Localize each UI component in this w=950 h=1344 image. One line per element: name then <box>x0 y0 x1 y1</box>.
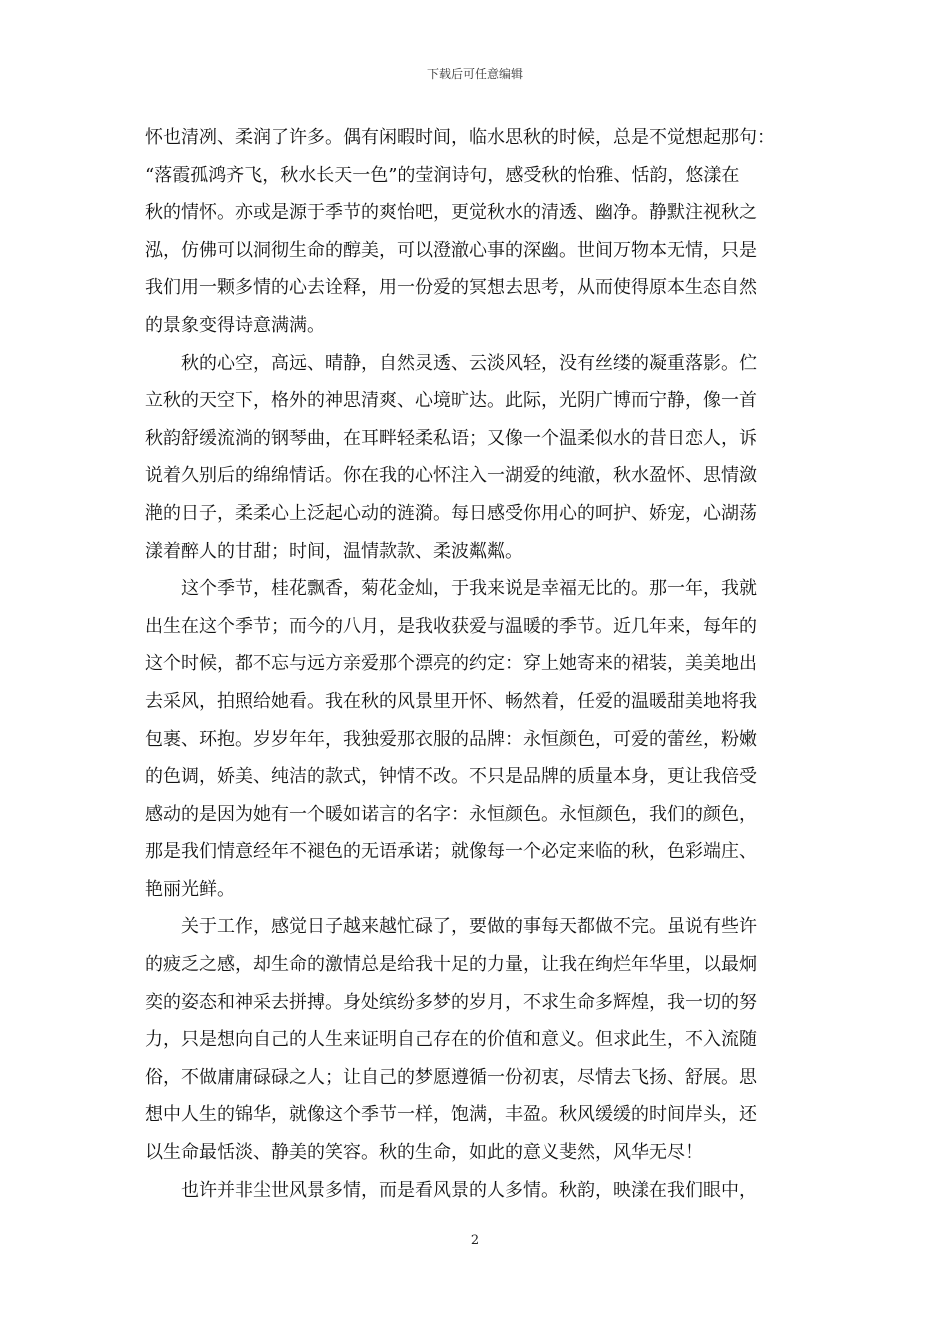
text-line: 力，只是想向自己的人生来证明自己存在的价值和意义。但求此生，不入流随 <box>145 1029 757 1051</box>
text-line: 感动的是因为她有一个暖如诺言的名字：永恒颜色。永恒颜色，我们的颜色， <box>145 803 757 825</box>
text-line: 出生在这个季节；而今的八月，是我收获爱与温暖的季节。近几年来，每年的 <box>145 615 757 637</box>
text-line: 那是我们情意经年不褪色的无语承诺；就像每一个必定来临的秋，色彩端庄、 <box>145 841 757 863</box>
text-line: 关于工作，感觉日子越来越忙碌了，要做的事每天都做不完。虽说有些许 <box>145 916 757 938</box>
text-line: 说着久别后的绵绵情话。你在我的心怀注入一湖爱的纯澈，秋水盈怀、思情潋 <box>145 465 757 487</box>
page-number: 2 <box>470 1233 480 1248</box>
text-line: 秋的心空，高远、晴静，自然灵透、云淡风轻，没有丝缕的凝重落影。伫 <box>145 352 757 374</box>
text-line: 俗，不做庸庸碌碌之人；让自己的梦愿遵循一份初衷，尽情去飞扬、舒展。思 <box>145 1066 757 1088</box>
page-header: 下载后可任意编辑 <box>426 67 523 81</box>
text-line: 滟的日子，柔柔心上泛起心动的涟漪。每日感受你用心的呵护、娇宠，心湖荡 <box>145 502 757 524</box>
text-line: 的疲乏之感，却生命的激情总是给我十足的力量，让我在绚烂年华里，以最炯 <box>145 954 757 976</box>
text-line: 也许并非尘世风景多情，而是看风景的人多情。秋韵，映漾在我们眼中， <box>145 1179 757 1201</box>
text-line: 泓，仿佛可以洞彻生命的醇美，可以澄澈心事的深幽。世间万物本无情，只是 <box>145 239 757 261</box>
text-line: 秋韵舒缓流淌的钢琴曲，在耳畔轻柔私语；又像一个温柔似水的昔日恋人，诉 <box>145 427 757 449</box>
text-line: 想中人生的锦华，就像这个季节一样，饱满，丰盈。秋风缓缓的时间岸头，还 <box>145 1104 757 1126</box>
text-line: 立秋的天空下，格外的神思清爽、心境旷达。此际，光阴广博而宁静，像一首 <box>145 390 757 412</box>
text-line: 的色调，娇美、纯洁的款式，钟情不改。不只是品牌的质量本身，更让我倍受 <box>145 766 757 788</box>
text-line: “落霞孤鸿齐飞，秋水长天一色”的莹润诗句，感受秋的怡雅、恬韵，悠漾在 <box>145 164 740 186</box>
text-line: 包裹、环抱。岁岁年年，我独爱那衣服的品牌：永恒颜色，可爱的蕾丝，粉嫩 <box>145 728 757 750</box>
text-line: 我们用一颗多情的心去诠释，用一份爱的冥想去思考，从而使得原本生态自然 <box>145 277 757 299</box>
text-line: 的景象变得诗意满满。 <box>145 314 325 336</box>
body-text <box>145 119 815 1209</box>
text-line: 去采风，拍照给她看。我在秋的风景里开怀、畅然着，任爱的温暖甜美地将我 <box>145 690 757 712</box>
text-line: 这个季节，桂花飘香，菊花金灿，于我来说是幸福无比的。那一年，我就 <box>145 578 757 600</box>
text-line: 奕的姿态和神采去拼搏。身处缤纷多梦的岁月，不求生命多辉煌，我一切的努 <box>145 991 757 1013</box>
text-line: 秋的情怀。亦或是源于季节的爽怡吧，更觉秋水的清透、幽净。静默注视秋之 <box>145 202 757 224</box>
text-line: 这个时候，都不忘与远方亲爱那个漂亮的约定：穿上她寄来的裙装，美美地出 <box>145 653 757 675</box>
text-line: 怀也清冽、柔润了许多。偶有闲暇时间，临水思秋的时候，总是不觉想起那句： <box>145 127 775 148</box>
text-line: 漾着醉人的甘甜；时间，温情款款、柔波粼粼。 <box>145 540 523 562</box>
text-line: 以生命最恬淡、静美的笑容。秋的生命，如此的意义斐然，风华无尽！ <box>145 1142 703 1164</box>
text-line: 艳丽光鲜。 <box>145 878 235 900</box>
